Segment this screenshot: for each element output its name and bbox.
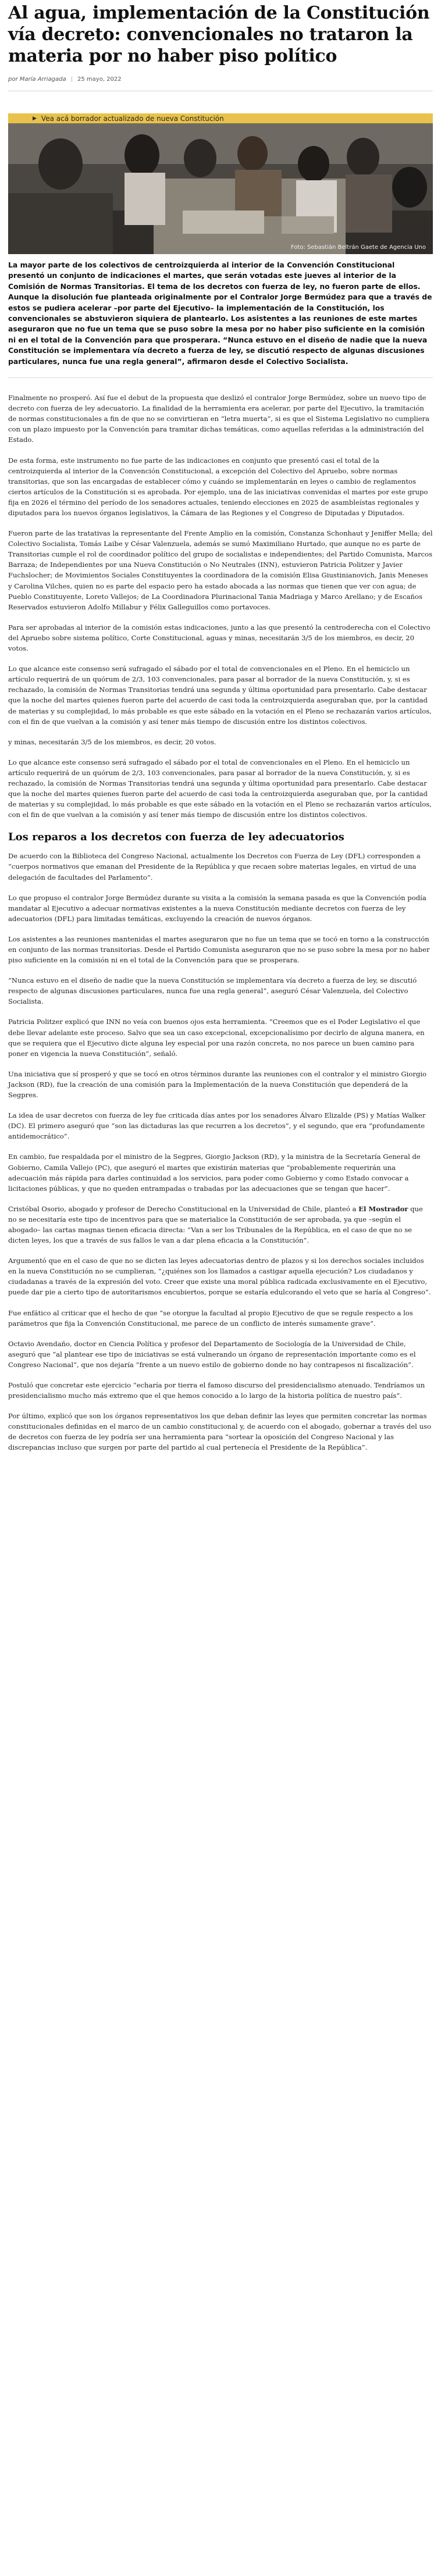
paragraph: “Nunca estuvo en el diseño de nadie que la nueva Constitución se implementara vía decreto a fuerza de ley, se discutió respecto de algunas discusiones particulares, nunca fue una regla general”, aseguró César Valenzuela, del Colectivo Socialista. xyxy=(8,976,417,1006)
paragraph: La idea de usar decretos con fuerza de ley fue criticada días antes por los senadores Álvaro Elizalde (PS) y Matías Walker (DC). El primero aseguró que “son las dictaduras las que recurren a los decretos”, y el segundo, que era “profundamente antidemocrático”. xyxy=(8,1111,426,1141)
paragraph: Argumentó que en el caso de que no se dicten las leyes adecuatorias dentro de plazos y si los derechos sociales incluidos en la nueva Constitución no se cumplieran, “¿quiénes son los llamados a castigar aquella ejecución? Los ciudadanos y ciudadanas a través de la expresión del voto. Creer que existe una moral pública radicada exclusivamente en el Ejecutivo, puede dar pie a cierto tipo de autoritarismos encubiertos, porque se estaría edulcorando el veto que se haría al Congreso”. xyxy=(8,1257,431,1297)
photo-credit: Foto: Sebastián Beltrán Gaete de Agencia Uno xyxy=(290,244,426,251)
paragraph: Patricia Politzer explicó que INN no veía con buenos ojos esta herramienta. “Creemos que es el Poder Legislativo el que debe llevar adelante este proceso. Salvo que sea un caso excepcional, excepcionalísimo por decirlo de alguna manera, en que se requiera que el Ejecutivo dicte alguna ley especial por una razón concreta, no nos parece un buen camino para poner en vigencia la nueva Constitución”, señaló. xyxy=(8,1018,425,1058)
paragraph: Lo que alcance este consenso será sufragado el sábado por el total de convencionales en el Pleno. En el hemiciclo un artículo requerirá de un quórum de 2/3, 103 convencionales, para pasar al borrador de la nueva Constitución, y, si es rechazado, la comisión de Normas Transitorias tendrá una segunda y última oportunidad para presentarlo. Cabe destacar que la noche del martes quienes fueron parte del acuerdo de casi toda la centroizquierda aseguraban que, por la cantidad de materias y su complejidad, lo más probable es que este sábado en la votación en el Pleno se rechazarán varios artículos, con el fin de que vuelvan a la comisión y así tener más tiempo de discusión entre los distintos colectivos. xyxy=(8,665,432,726)
author[interactable]: por María Arriagada xyxy=(8,76,66,83)
paragraph: De acuerdo con la Biblioteca del Congreso Nacional, actualmente los Decretos con Fuerza de Ley (DFL) corresponden a “cuerpos normativos que emanan del Presidente de la República y que recaen sobre materias legales, en virtud de una delegación de facultades del Parlamento”. xyxy=(8,852,421,882)
lead-divider xyxy=(8,377,433,378)
paragraph-text: Cristóbal Osorio, abogado y profesor de Derecho Constitucional en la Universidad de Chile, planteó a xyxy=(8,1204,359,1213)
publication-name: El Mostrador xyxy=(358,1204,408,1213)
section-heading: Los reparos a los decretos con fuerza de ley adecuatorios xyxy=(8,831,344,844)
byline xyxy=(8,76,433,83)
play-icon: ▶ xyxy=(33,115,37,122)
paragraph: Una iniciativa que sí prosperó y que se tocó en otros términos durante las reuniones con el contralor y el ministro Giorgio Jackson (RD), fue la creación de una comisión para la Implementación de la nueva Constitución que dependerá de la Segpres. xyxy=(8,1069,427,1100)
paragraph: Lo que propuso el contralor Jorge Bermúdez durante su visita a la comisión la semana pasada es que la Convención podía mandatar al Ejecutivo a adecuar normativas existentes a la nueva Constitución mediante decretos con fuerza de ley adecuatorios (DFL) para limitadas temáticas, excluyendo la creación de nuevos órganos. xyxy=(8,893,426,923)
paragraph: Octavio Avendaño, doctor en Ciencia Política y profesor del Departamento de Sociología de la Universidad de Chile, aseguró que “al plantear ese tipo de iniciativas se está vulnerando un órgano de representación importante como es el Congreso Nacional”, que nos dejaría “frente a un nuevo estilo de gobierno donde no hay contrapesos ni fiscalización”. xyxy=(8,1339,416,1369)
byline-separator: | xyxy=(70,76,73,83)
paragraph: Por último, explicó que son los órganos representativos los que deban definir las leyes que permiten concretar las normas constitucionales definidas en el marco de un cambio constitucional y, de acuerdo con el abogado, gobernar a través del uso de decretos con fuerza de ley podría ser una herramienta para “sortear la oposición del Congreso Nacional y las discrepancias incluso que surgen por parte del partido al cual pertenecía el Presidente de la República”. xyxy=(8,1412,431,1452)
paragraph: Postuló que concretar este ejercicio “echaría por tierra el famoso discurso del presidencialismo atenuado. Tendríamos un presidencialismo mucho más extremo que el que hemos conocido a lo largo de la historia política de nuestro país”. xyxy=(8,1381,425,1400)
paragraph: Fue enfático al criticar que el hecho de que “se otorgue la facultad al propio Ejecutivo de que se regule respecto a los parámetros que fija la Convención Constitucional, me parece de un conflicto de interés sumamente grave”. xyxy=(8,1308,413,1328)
photo-illustration xyxy=(8,123,433,254)
paragraph: Finalmente no prosperó. Así fue el debut de la propuesta que deslizó el contralor Jorge Bermúdez, sobre un nuevo tipo de decreto con fuerza de ley adecuatorio. La finalidad de la herramienta era acelerar, por parte del Ejecutivo, la tramitación de normas constitucionales a fin de que no se convirtieran en “letra muerta”, si es que el Sistema Legislativo no cumpliera con un plazo impuesto por la Convención para tramitar dichas temáticas, como aquellas referidas a la administración del Estado. xyxy=(8,394,430,444)
publish-date: 25 mayo, 2022 xyxy=(77,76,122,83)
paragraph xyxy=(8,1204,433,1246)
article-lead: La mayor parte de los colectivos de centroizquierda al interior de la Convención Constitucional presentó un conjunto de indicaciones el martes, que serán votadas este jueves al interior de la Comisión de Normas Transitorias. El tema de los decretos con fuerza de ley, no fueron parte de ellos. Aunque la disolución fue planteada originalmente por el Contralor Jorge Bermúdez para que a través de estos se pudiera acelerar –por parte del Ejecutivo– la implementación de la Constitución, los convencionales se abstuvieron siquiera de plantearlo. Los asistentes a las reuniones de este martes aseguraron que no fue un tema que se puso sobre la mesa por no haber piso suficiente en la comisión ni en el total de la Convención para que prosperara. “Nunca estuvo en el diseño de nadie que la nueva Constitución se implementara vía decreto a fuerza de ley, se discutió respecto de algunas discusiones particulares, nunca fue una regla general”, afirmaron desde el Colectivo Socialista. xyxy=(8,261,432,366)
paragraph: y minas, necesitarán 3/5 de los miembros, es decir, 20 votos. xyxy=(8,737,216,746)
related-link-label[interactable]: Vea acá borrador actualizado de nueva Constitución xyxy=(41,114,224,123)
paragraph: En cambio, fue respaldada por el ministro de la Segpres, Giorgio Jackson (RD), y la ministra de la Secretaría General de Gobierno, Camila Vallejo (PC), que aseguró el martes que existirán materias que “probablemente requerirán una adecuación más rápida para darles continuidad a los servicios, para poder como Gobierno y como Estado convocar a licitaciones públicas, y que no queden entrampadas o trabadas por las adecuaciones que se tengan que hacer”. xyxy=(8,1153,421,1193)
paragraph: Fueron parte de las tratativas la representante del Frente Amplio en la comisión, Constanza Schonhaut y Jeniffer Mella; del Colectivo Socialista, Tomás Laibe y César Valenzuela, además se sumó Maximiliano Hurtado, que aunque no es parte de Transitorias cumple el rol de coordinador político del grupo de socialistas e independientes; del Partido Comunista, Marcos Barraza; de Independientes por una Nueva Constitución o No Neutrales (INN), estuvieron Patricia Politzer y Javier Fuchslocher; de Movimientos Sociales Constituyentes la coordinadora de la comisión Elisa Giustinianovich, Janis Meneses y Carolina Vilches, quien no es parte del espacio pero ha estado abocada a las normas que tienen que ver con agua; de Pueblo Constituyente, Loreto Vallejos; de La Coordinadora Plurinacional Tania Madriaga y Marco Arellano; y de Escaños Reservados estuvieron Adolfo Millabur y Félix Galleguillos como portavoces. xyxy=(8,529,433,611)
article-body xyxy=(8,393,433,1453)
article-headline: Al agua, implementación de la Constitución vía decreto: convencionales no trataron la materia por no haber piso político xyxy=(8,3,430,66)
paragraph: Los asistentes a las reuniones mantenidas el martes aseguraron que no fue un tema que se tocó en torno a la construcción en conjunto de las normas transitorias. Desde el Partido Comunista aseguraron que no se puso sobre la mesa por no haber piso suficiente en la comisión ni en el total de la Convención para que se prosperara. xyxy=(8,934,430,965)
lead-photo xyxy=(8,123,433,254)
paragraph: Para ser aprobadas al interior de la comisión estas indicaciones, junto a las que presentó la centroderecha con el Colectivo del Apruebo sobre sistema político, Corte Constitucional, aguas y minas, necesitarán 3/5 de los miembros, es decir, 20 votos. xyxy=(8,623,431,653)
paragraph: De esta forma, este instrumento no fue parte de las indicaciones en conjunto que presentó casi el total de la centroizquierda al interior de la Convención Constitucional, a excepción del Colectivo del Apruebo, sobre normas transitorias, que son las encargadas de establecer cómo y cuándo se implementarán en leyes o cambio de reglamentos ciertos artículos de la Constitución si es aprobada. Por ejemplo, una de las iniciativas convenidas el martes por este grupo fija en 2026 el término del período de los senadores actuales, teniendo elecciones en 2025 de asambleístas regionales y diputados para los nuevos órganos legislativos, la Cámara de las Regiones y el Congreso de Diputadas y Diputados. xyxy=(8,456,428,517)
paragraph-text: que no se necesitaría este tipo de incentivos para que se materialice la Constitución de ser aprobada, ya que –según el abogado– las cartas magnas tienen eficacia directa: “Van a ser los Tribunales de la República, en el caso de que no se dicten leyes, los que a través de sus fallos le van a dar plena eficacia a la Constitución”. xyxy=(8,1204,423,1245)
paragraph: Lo que alcance este consenso será sufragado el sábado por el total de convencionales en el Pleno. En el hemiciclo un artículo requerirá de un quórum de 2/3, 103 convencionales, para pasar al borrador de la nueva Constitución, y, si es rechazado, la comisión de Normas Transitorias tendrá una segunda y última oportunidad para presentarlo. Cabe destacar que la noche del martes quienes fueron parte del acuerdo de casi toda la centroizquierda aseguraban que, por la cantidad de materias y su complejidad, lo más probable es que este sábado en la votación en el Pleno se rechazarán varios artículos, con el fin de que vuelvan a la comisión y así tener más tiempo de discusión entre los distintos colectivos. xyxy=(8,758,432,819)
related-link-banner[interactable] xyxy=(8,113,433,123)
